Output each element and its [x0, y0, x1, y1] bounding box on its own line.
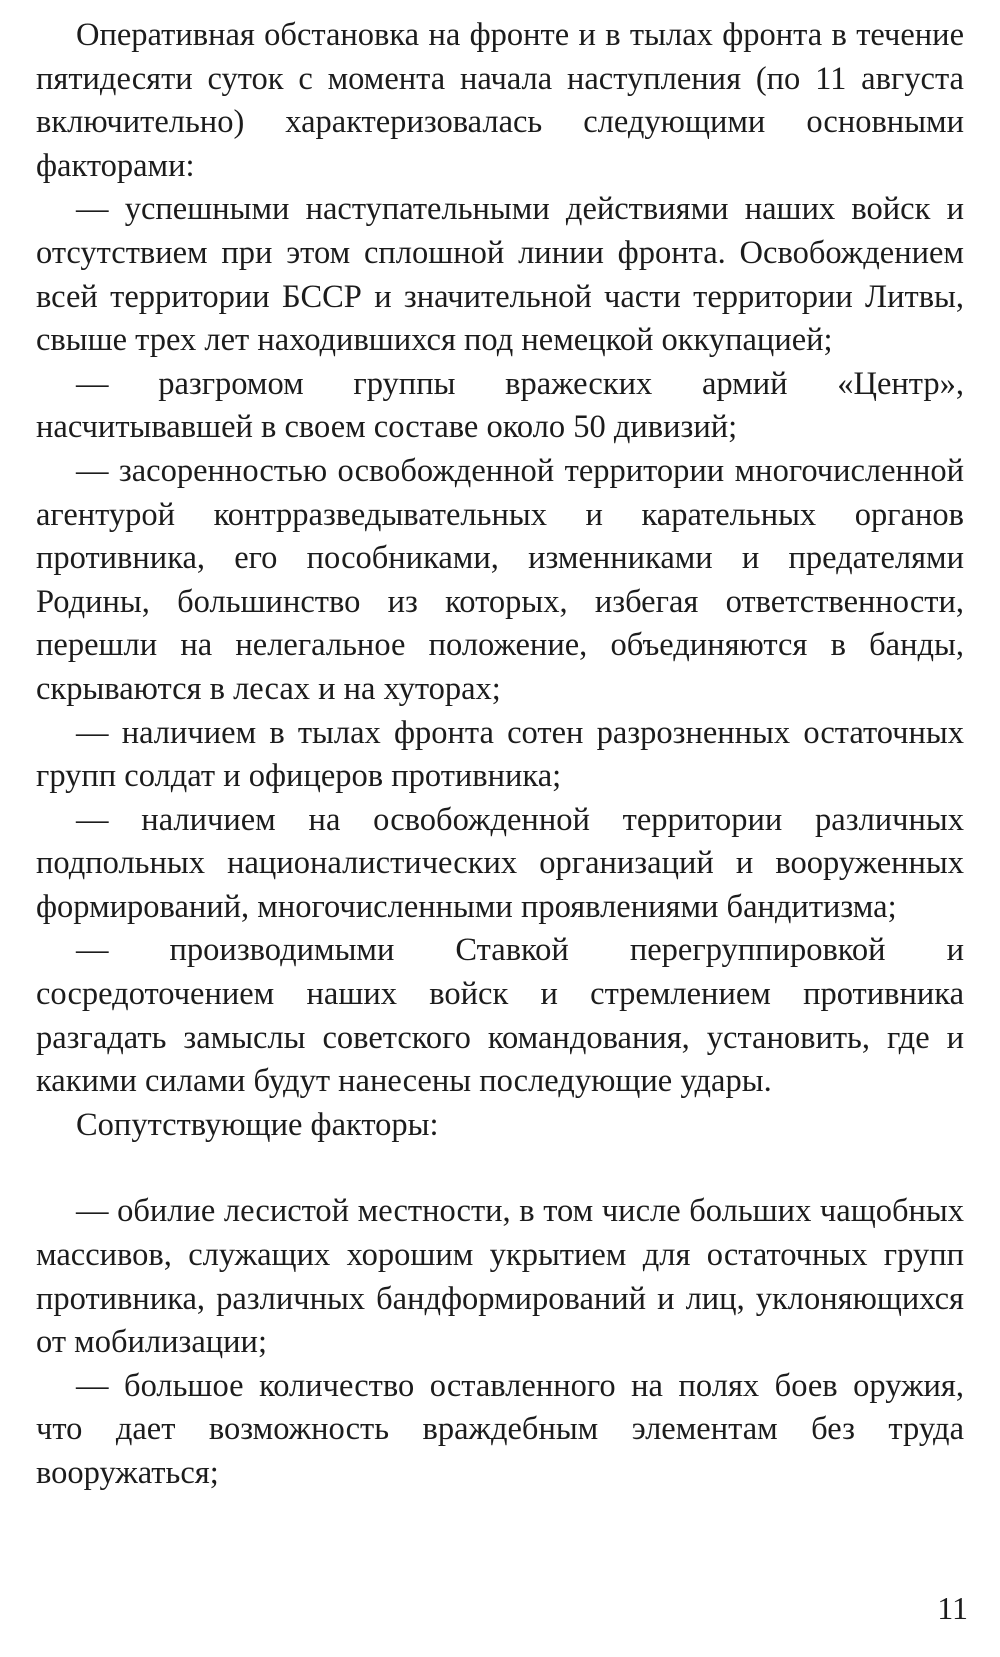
- paragraph-8: — обилие лесистой местности, в том числе больших чащобных массивов, служащих хорошим укрытием для остаточных групп противника, различных бандформирований и лиц, уклоняющихся от мобилизации;: [36, 1193, 964, 1361]
- paragraph-6: — наличием на освобожденной территории различных подпольных националистических организаций и вооруженных формирований, многочисленными проявлениями бандитизма;: [36, 801, 964, 925]
- paragraph-2: — успешными наступательными действиями наших войск и отсутствием при этом сплошной линии фронта. Освобождением всей территории БССР и значительной части территории Литвы, свыше трех лет находившихся под немецкой оккупацией;: [36, 191, 964, 359]
- body-text: [36, 14, 964, 1496]
- paragraph-9: — большое количество оставленного на полях боев оружия, что дает возможность враждебным элементам без труда вооружаться;: [36, 1367, 964, 1491]
- paragraph-3: — разгромом группы вражеских армий «Центр», насчитывавшей в своем составе около 50 дивизий;: [36, 365, 964, 446]
- paragraph-1: Оперативная обстановка на фронте и в тылах фронта в течение пятидесяти суток с момента начала наступления (по 11 августа включительно) характеризовалась следующими основными факторами:: [36, 17, 964, 184]
- paragraph-5: — наличием в тылах фронта сотен разрозненных остаточных групп солдат и офицеров противника;: [36, 714, 964, 795]
- paragraph-7: — производимыми Ставкой перегруппировкой и сосредоточением наших войск и стремлением противника разгадать замыслы советского командования, установить, где и какими силами будут нанесены последующие удары.: [36, 932, 964, 1100]
- paragraph-4: — засоренностью освобожденной территории многочисленной агентурой контрразведывательных и карательных органов противника, его пособниками, изменниками и предателями Родины, большинство из которых, избегая ответственности, перешли на нелегальное положение, объединяются в банды, скрываются в лесах и на хуторах;: [36, 452, 964, 707]
- page-number: 11: [937, 1590, 968, 1626]
- section-heading: Сопутствующие факторы:: [76, 1106, 439, 1143]
